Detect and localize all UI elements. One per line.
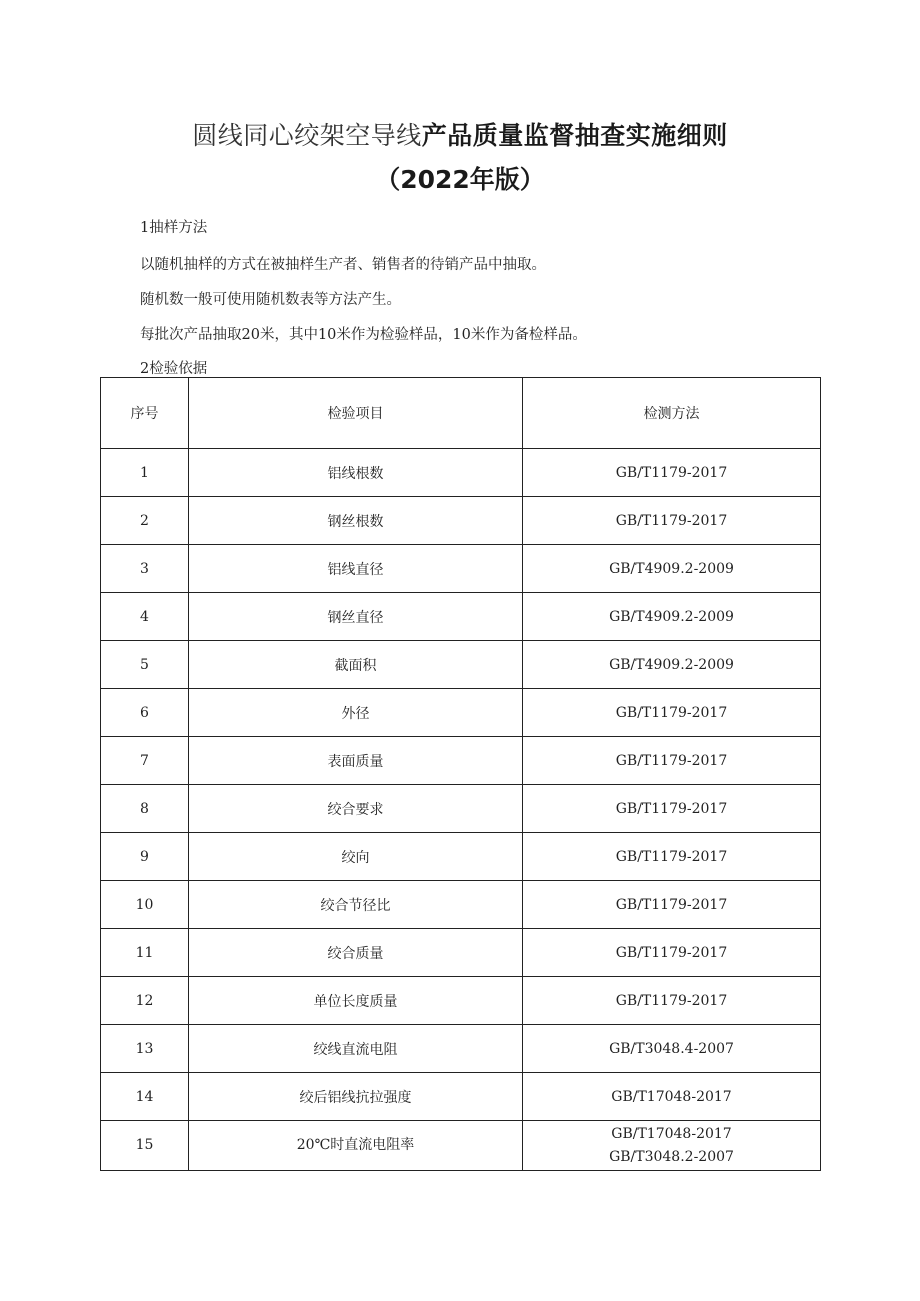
section-1-line-3: 每批次产品抽取20米，其中10米作为检验样品，10米作为备检样品。 [140, 327, 587, 343]
row-number: 10 [101, 881, 189, 929]
row-number: 15 [101, 1121, 189, 1171]
row-number: 12 [101, 977, 189, 1025]
row-number: 2 [101, 497, 189, 545]
row-method: GB/T3048.4-2007 [523, 1025, 821, 1073]
row-item: 20℃时直流电阻率 [189, 1121, 523, 1171]
inspection-basis-table [100, 377, 821, 1171]
row-item: 单位长度质量 [189, 977, 523, 1025]
table-row [101, 785, 821, 833]
row-number: 7 [101, 737, 189, 785]
table-row [101, 833, 821, 881]
row-number: 11 [101, 929, 189, 977]
row-method: GB/T1179-2017 [523, 881, 821, 929]
row-method: GB/T1179-2017 [523, 833, 821, 881]
table-row [101, 1025, 821, 1073]
row-number: 8 [101, 785, 189, 833]
section-1-heading: 1抽样方法 [140, 220, 208, 236]
row-number: 3 [101, 545, 189, 593]
table-row [101, 545, 821, 593]
table-row [101, 593, 821, 641]
header-serial-number: 序号 [101, 378, 189, 449]
row-item: 绞合要求 [189, 785, 523, 833]
table-row [101, 977, 821, 1025]
row-method: GB/T1179-2017 [523, 785, 821, 833]
table-row [101, 929, 821, 977]
section-1-line-1: 以随机抽样的方式在被抽样生产者、销售者的待销产品中抽取。 [140, 257, 546, 273]
row-method-secondary: GB/T3048.2-2007 [609, 1148, 734, 1165]
row-item: 截面积 [189, 641, 523, 689]
row-method: GB/T1179-2017 [523, 497, 821, 545]
row-method: GB/T1179-2017 [523, 737, 821, 785]
row-item: 绞线直流电阻 [189, 1025, 523, 1073]
row-number: 13 [101, 1025, 189, 1073]
row-item: 表面质量 [189, 737, 523, 785]
row-item: 绞后铝线抗拉强度 [189, 1073, 523, 1121]
section-1-line-2: 随机数一般可使用随机数表等方法产生。 [140, 292, 401, 308]
title-rules-name: 产品质量监督抽查实施细则 [421, 121, 728, 150]
row-number: 6 [101, 689, 189, 737]
row-item: 钢丝根数 [189, 497, 523, 545]
header-test-method: 检测方法 [523, 378, 821, 449]
section-2-heading: 2检验依据 [140, 361, 208, 377]
row-method-cell [523, 1121, 821, 1171]
row-method: GB/T1179-2017 [523, 449, 821, 497]
title-edition: （2022年版） [375, 165, 545, 194]
table-row [101, 497, 821, 545]
row-method: GB/T4909.2-2009 [523, 641, 821, 689]
row-item: 绞向 [189, 833, 523, 881]
row-number: 9 [101, 833, 189, 881]
table-row [101, 737, 821, 785]
table-header-row [101, 378, 821, 449]
row-method: GB/T4909.2-2009 [523, 545, 821, 593]
table-row [101, 1073, 821, 1121]
table-row [101, 641, 821, 689]
row-item: 绞合质量 [189, 929, 523, 977]
row-method: GB/T17048-2017 [611, 1125, 732, 1142]
row-item: 铝线根数 [189, 449, 523, 497]
row-method: GB/T1179-2017 [523, 977, 821, 1025]
row-method: GB/T17048-2017 [523, 1073, 821, 1121]
row-item: 外径 [189, 689, 523, 737]
row-method: GB/T1179-2017 [523, 689, 821, 737]
row-item: 绞合节径比 [189, 881, 523, 929]
row-method: GB/T1179-2017 [523, 929, 821, 977]
row-number: 5 [101, 641, 189, 689]
row-method: GB/T4909.2-2009 [523, 593, 821, 641]
row-number: 1 [101, 449, 189, 497]
row-number: 4 [101, 593, 189, 641]
table-row [101, 1121, 821, 1171]
document-title [0, 116, 920, 152]
table-row [101, 881, 821, 929]
row-item: 铝线直径 [189, 545, 523, 593]
header-inspection-item: 检验项目 [189, 378, 523, 449]
table-row [101, 449, 821, 497]
title-product-name: 圆线同心绞架空导线 [192, 121, 422, 150]
table-row [101, 689, 821, 737]
row-item: 钢丝直径 [189, 593, 523, 641]
row-number: 14 [101, 1073, 189, 1121]
